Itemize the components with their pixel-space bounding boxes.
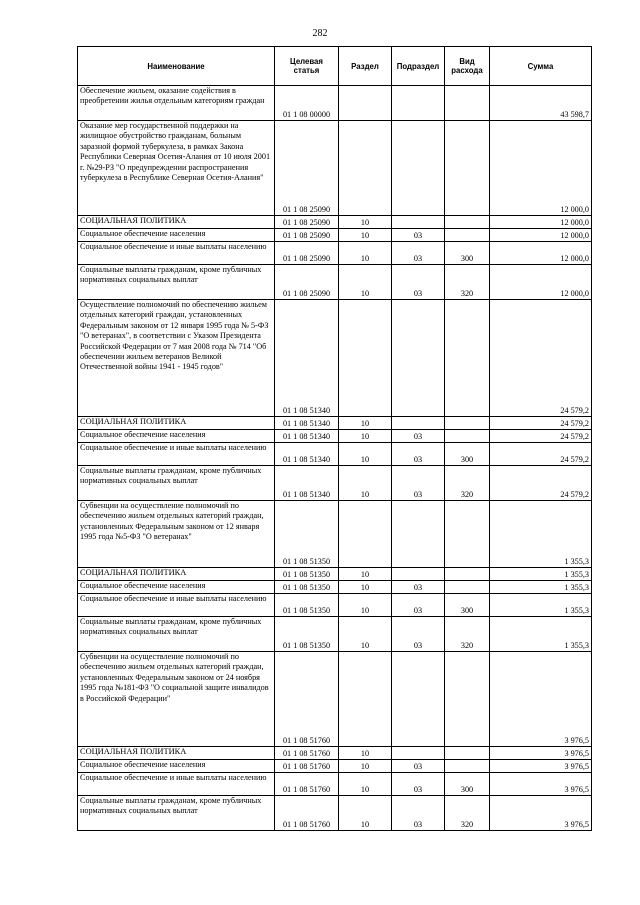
table-row bbox=[78, 747, 592, 760]
cell-kind: 300 bbox=[445, 242, 490, 265]
cell-sum: 24 579,2 bbox=[490, 466, 592, 501]
cell-name: СОЦИАЛЬНАЯ ПОЛИТИКА bbox=[78, 747, 275, 760]
cell-name: Социальное обеспечение и иные выплаты населению bbox=[78, 242, 275, 265]
cell-subsection bbox=[392, 747, 445, 760]
cell-name: Социальное обеспечение населения bbox=[78, 229, 275, 242]
cell-code: 01 1 08 51350 bbox=[275, 617, 339, 652]
cell-section: 10 bbox=[339, 760, 392, 773]
cell-code: 01 1 08 51760 bbox=[275, 652, 339, 747]
cell-kind: 320 bbox=[445, 796, 490, 831]
cell-code: 01 1 08 51760 bbox=[275, 773, 339, 796]
cell-name: Социальное обеспечение населения bbox=[78, 581, 275, 594]
cell-code: 01 1 08 00000 bbox=[275, 86, 339, 121]
cell-kind bbox=[445, 216, 490, 229]
cell-section: 10 bbox=[339, 265, 392, 300]
cell-name: Осуществление полномочий по обеспечению жильем отдельных категорий граждан, установленных Федеральным законом от 12 января 1995 года № 5-ФЗ "О ветеранах", в соответствии с Указом Президента Российской Федерации от 7 мая 2008 года № 714 "Об обеспечении жильем ветеранов Великой Отечественной войны 1941 - 1945 годов" bbox=[78, 300, 275, 417]
table-row bbox=[78, 594, 592, 617]
cell-sum: 12 000,0 bbox=[490, 121, 592, 216]
cell-subsection: 03 bbox=[392, 594, 445, 617]
cell-subsection bbox=[392, 501, 445, 568]
cell-section: 10 bbox=[339, 466, 392, 501]
cell-subsection bbox=[392, 652, 445, 747]
table-body bbox=[78, 86, 592, 831]
cell-section: 10 bbox=[339, 773, 392, 796]
cell-section: 10 bbox=[339, 417, 392, 430]
cell-section: 10 bbox=[339, 242, 392, 265]
cell-section: 10 bbox=[339, 443, 392, 466]
cell-code: 01 1 08 25090 bbox=[275, 242, 339, 265]
cell-section bbox=[339, 86, 392, 121]
cell-sum: 3 976,5 bbox=[490, 760, 592, 773]
cell-section: 10 bbox=[339, 216, 392, 229]
cell-code: 01 1 08 51350 bbox=[275, 594, 339, 617]
cell-sum: 3 976,5 bbox=[490, 773, 592, 796]
cell-kind bbox=[445, 300, 490, 417]
cell-section: 10 bbox=[339, 594, 392, 617]
header-section: Раздел bbox=[339, 47, 392, 86]
cell-sum: 24 579,2 bbox=[490, 443, 592, 466]
cell-name: Социальное обеспечение и иные выплаты населению bbox=[78, 594, 275, 617]
cell-kind: 320 bbox=[445, 617, 490, 652]
cell-kind bbox=[445, 417, 490, 430]
cell-section: 10 bbox=[339, 229, 392, 242]
cell-name: Обеспечение жильем, оказание содействия в преобретении жилья отдельным категориям граждан bbox=[78, 86, 275, 121]
cell-section bbox=[339, 501, 392, 568]
cell-subsection: 03 bbox=[392, 242, 445, 265]
cell-sum: 1 355,3 bbox=[490, 581, 592, 594]
cell-kind bbox=[445, 430, 490, 443]
cell-section: 10 bbox=[339, 617, 392, 652]
cell-sum: 43 598,7 bbox=[490, 86, 592, 121]
table-row bbox=[78, 229, 592, 242]
cell-subsection: 03 bbox=[392, 773, 445, 796]
cell-subsection: 03 bbox=[392, 760, 445, 773]
cell-name: Социальные выплаты гражданам, кроме публичных нормативных социальных выплат bbox=[78, 265, 275, 300]
cell-subsection: 03 bbox=[392, 796, 445, 831]
cell-section bbox=[339, 300, 392, 417]
cell-subsection bbox=[392, 121, 445, 216]
cell-sum: 12 000,0 bbox=[490, 265, 592, 300]
table-row bbox=[78, 773, 592, 796]
table-row bbox=[78, 265, 592, 300]
table-row bbox=[78, 300, 592, 417]
cell-sum: 12 000,0 bbox=[490, 242, 592, 265]
header-subsection: Подраздел bbox=[392, 47, 445, 86]
header-kind: Вид расхода bbox=[445, 47, 490, 86]
cell-section: 10 bbox=[339, 796, 392, 831]
cell-subsection: 03 bbox=[392, 581, 445, 594]
cell-kind: 300 bbox=[445, 594, 490, 617]
cell-subsection bbox=[392, 568, 445, 581]
table-row bbox=[78, 86, 592, 121]
header-code: Целевая статья bbox=[275, 47, 339, 86]
cell-kind bbox=[445, 568, 490, 581]
cell-kind bbox=[445, 747, 490, 760]
cell-name: Субвенции на осуществление полномочий по обеспечению жильем отдельных категорий граждан, установленных Федеральным законом от 24 ноября 1995 года №181-ФЗ "О социальной защите инвалидов в Российской Федерации" bbox=[78, 652, 275, 747]
cell-section: 10 bbox=[339, 430, 392, 443]
header-sum: Сумма bbox=[490, 47, 592, 86]
cell-code: 01 1 08 51340 bbox=[275, 443, 339, 466]
cell-subsection bbox=[392, 417, 445, 430]
cell-kind bbox=[445, 121, 490, 216]
cell-sum: 3 976,5 bbox=[490, 747, 592, 760]
cell-subsection bbox=[392, 86, 445, 121]
header-name: Наименование bbox=[78, 47, 275, 86]
cell-subsection: 03 bbox=[392, 617, 445, 652]
cell-kind bbox=[445, 86, 490, 121]
table-row bbox=[78, 466, 592, 501]
cell-name: Социальное обеспечение и иные выплаты населению bbox=[78, 773, 275, 796]
cell-kind bbox=[445, 229, 490, 242]
table-row bbox=[78, 216, 592, 229]
cell-sum: 12 000,0 bbox=[490, 216, 592, 229]
cell-code: 01 1 08 51760 bbox=[275, 796, 339, 831]
cell-sum: 24 579,2 bbox=[490, 430, 592, 443]
table-row bbox=[78, 796, 592, 831]
cell-code: 01 1 08 51340 bbox=[275, 417, 339, 430]
cell-code: 01 1 08 51350 bbox=[275, 581, 339, 594]
table-row bbox=[78, 568, 592, 581]
cell-sum: 1 355,3 bbox=[490, 501, 592, 568]
cell-name: Социальное обеспечение и иные выплаты населению bbox=[78, 443, 275, 466]
cell-code: 01 1 08 25090 bbox=[275, 121, 339, 216]
table-row bbox=[78, 443, 592, 466]
cell-sum: 24 579,2 bbox=[490, 300, 592, 417]
cell-sum: 12 000,0 bbox=[490, 229, 592, 242]
table-row bbox=[78, 501, 592, 568]
table-row bbox=[78, 652, 592, 747]
cell-sum: 3 976,5 bbox=[490, 796, 592, 831]
cell-section bbox=[339, 121, 392, 216]
cell-kind bbox=[445, 652, 490, 747]
cell-code: 01 1 08 51760 bbox=[275, 747, 339, 760]
cell-subsection: 03 bbox=[392, 466, 445, 501]
table-header bbox=[78, 47, 592, 86]
cell-name: Социальное обеспечение населения bbox=[78, 430, 275, 443]
page-number: 282 bbox=[312, 28, 328, 39]
cell-name: Социальные выплаты гражданам, кроме публичных нормативных социальных выплат bbox=[78, 796, 275, 831]
cell-section bbox=[339, 652, 392, 747]
cell-sum: 1 355,3 bbox=[490, 594, 592, 617]
cell-code: 01 1 08 51760 bbox=[275, 760, 339, 773]
cell-code: 01 1 08 51340 bbox=[275, 430, 339, 443]
cell-kind bbox=[445, 501, 490, 568]
cell-name: Социальные выплаты гражданам, кроме публичных нормативных социальных выплат bbox=[78, 617, 275, 652]
cell-code: 01 1 08 51350 bbox=[275, 501, 339, 568]
cell-section: 10 bbox=[339, 568, 392, 581]
table-row bbox=[78, 242, 592, 265]
table-row bbox=[78, 760, 592, 773]
cell-subsection: 03 bbox=[392, 265, 445, 300]
cell-name: СОЦИАЛЬНАЯ ПОЛИТИКА bbox=[78, 568, 275, 581]
cell-kind: 300 bbox=[445, 443, 490, 466]
cell-name: Социальное обеспечение населения bbox=[78, 760, 275, 773]
cell-section: 10 bbox=[339, 581, 392, 594]
table-row bbox=[78, 417, 592, 430]
table-row bbox=[78, 430, 592, 443]
cell-code: 01 1 08 25090 bbox=[275, 216, 339, 229]
cell-sum: 3 976,5 bbox=[490, 652, 592, 747]
cell-subsection: 03 bbox=[392, 430, 445, 443]
cell-code: 01 1 08 51350 bbox=[275, 568, 339, 581]
cell-kind bbox=[445, 760, 490, 773]
cell-code: 01 1 08 51340 bbox=[275, 300, 339, 417]
cell-name: СОЦИАЛЬНАЯ ПОЛИТИКА bbox=[78, 216, 275, 229]
cell-code: 01 1 08 25090 bbox=[275, 229, 339, 242]
cell-section: 10 bbox=[339, 747, 392, 760]
cell-subsection: 03 bbox=[392, 443, 445, 466]
cell-code: 01 1 08 25090 bbox=[275, 265, 339, 300]
cell-kind: 320 bbox=[445, 466, 490, 501]
cell-kind bbox=[445, 581, 490, 594]
cell-code: 01 1 08 51340 bbox=[275, 466, 339, 501]
cell-sum: 1 355,3 bbox=[490, 617, 592, 652]
table-row bbox=[78, 617, 592, 652]
table-row bbox=[78, 121, 592, 216]
header-row bbox=[78, 47, 592, 86]
cell-name: Социальные выплаты гражданам, кроме публичных нормативных социальных выплат bbox=[78, 466, 275, 501]
cell-kind: 320 bbox=[445, 265, 490, 300]
cell-name: Оказание мер государственной поддержки на жилищное обустройство гражданам, больным заразной формой туберкулеза, в рамках Закона Республики Северная Осетия-Алания от 10 июля 2001 г. №29-РЗ "О предупреждении распространения туберкулеза в Республике Северная Осетия-Алания" bbox=[78, 121, 275, 216]
cell-subsection bbox=[392, 300, 445, 417]
table-row bbox=[78, 581, 592, 594]
budget-table bbox=[77, 46, 592, 831]
cell-name: СОЦИАЛЬНАЯ ПОЛИТИКА bbox=[78, 417, 275, 430]
cell-kind: 300 bbox=[445, 773, 490, 796]
cell-sum: 24 579,2 bbox=[490, 417, 592, 430]
cell-subsection bbox=[392, 216, 445, 229]
cell-sum: 1 355,3 bbox=[490, 568, 592, 581]
cell-subsection: 03 bbox=[392, 229, 445, 242]
cell-name: Субвенции на осуществление полномочий по обеспечению жильем отдельных категорий граждан, установленных Федеральным законом от 12 января 1995 года №5-ФЗ "О ветеранах" bbox=[78, 501, 275, 568]
